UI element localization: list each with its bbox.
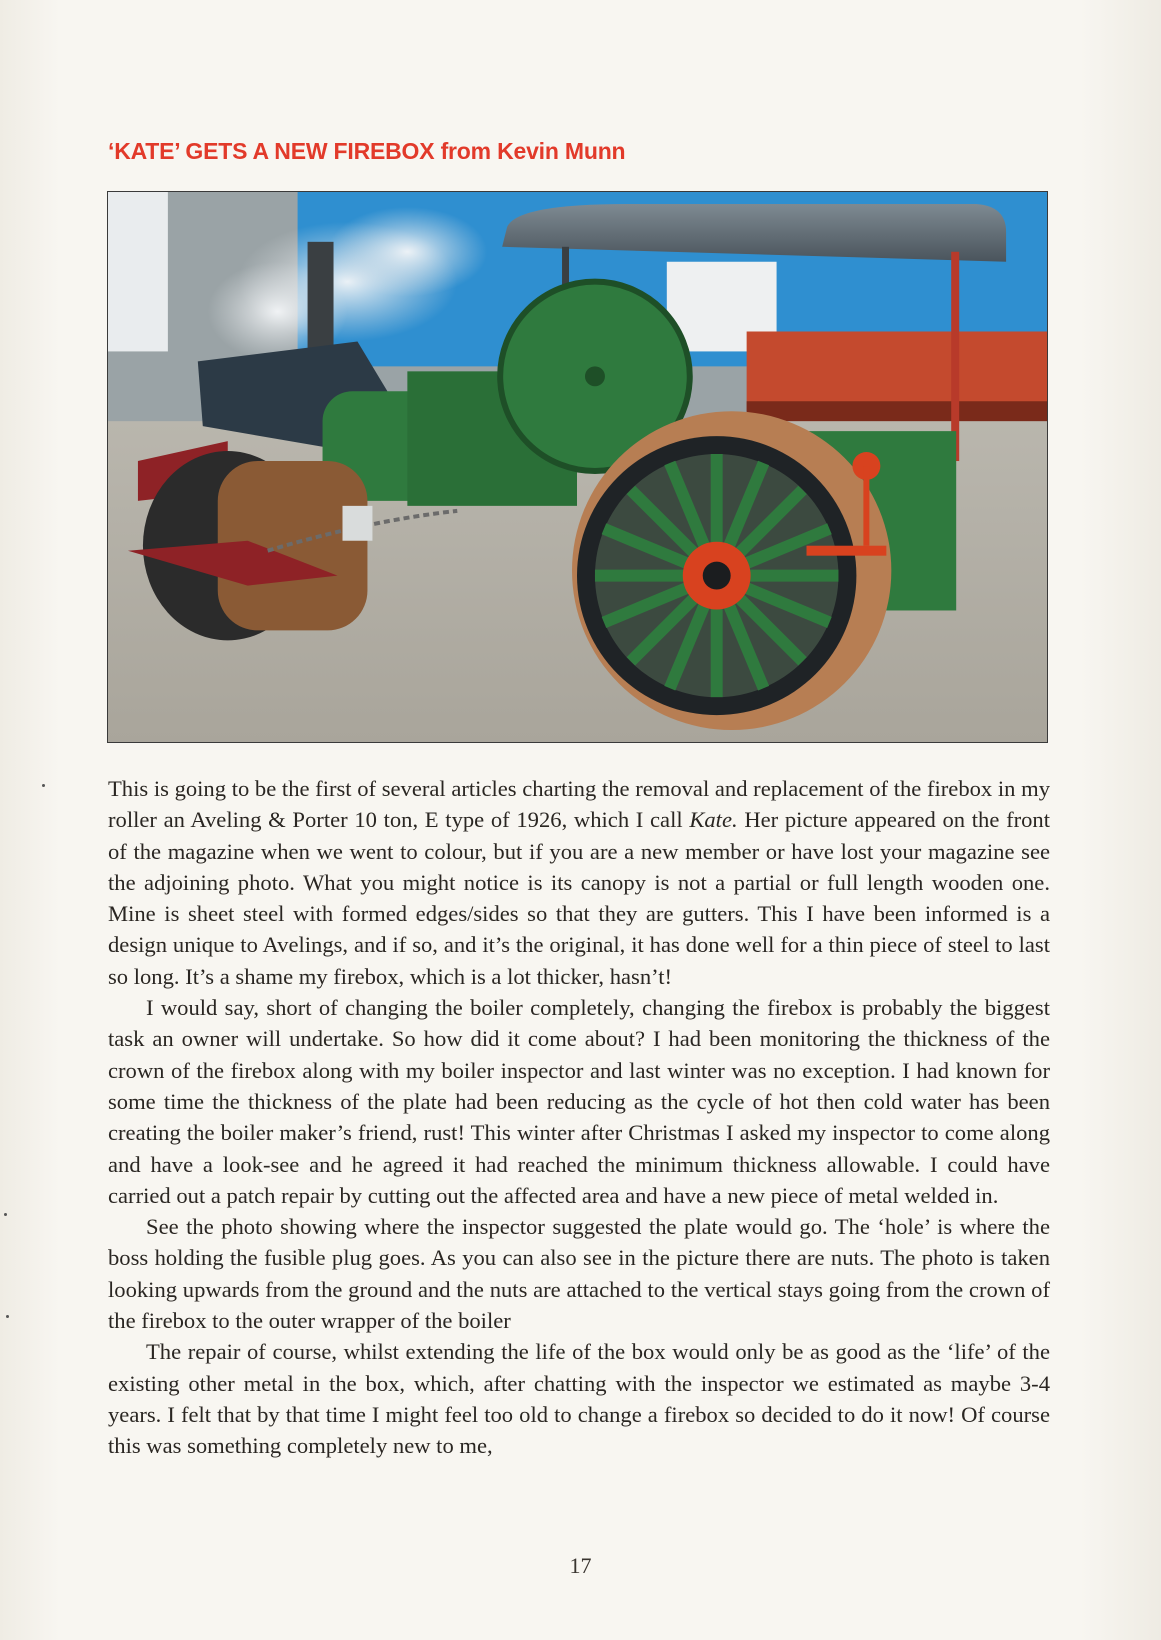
page-number: 17: [569, 1553, 592, 1578]
article-headline: ‘KATE’ GETS A NEW FIREBOX from Kevin Munn: [108, 138, 626, 164]
margin-speck: [4, 1213, 7, 1216]
paragraph-1-text-b: Her picture appeared on the front of the magazine when we went to colour, but if you are a new member or have lost your magazine see the adjoining photo. What you might notice is its canopy is not a partial or full length wooden one. Mine is sheet steel with formed edges/sides so that they are gutters. This I have been informed is a design unique to Avelings, and if so, and it’s the original, it has done well for a thin piece of steel to last so long. It’s a shame my firebox, which is a lot thicker, hasn’t!: [108, 807, 1050, 989]
paragraph-1-text-a: This is going to be the first of several articles charting the removal and replacement of the firebox in my roller an Aveling & Porter 10 ton, E type of 1926, which I call: [108, 776, 1050, 833]
article-paragraph-1: [108, 773, 1050, 992]
article-paragraph-3: See the photo showing where the inspector suggested the plate would go. The ‘hole’ is where the boss holding the fusible plug goes. As you can also see in the picture there are nuts. The photo is taken looking upwards from the ground and the nuts are attached to the vertical stays going from the crown of the firebox to the outer wrapper of the boiler: [108, 1214, 1050, 1334]
article-paragraph-4: The repair of course, whilst extending the life of the box would only be as good as the ‘life’ of the existing other metal in the box, which, after chatting with the inspector we estimated as maybe 3-4 years. I felt that by that time I might feel too old to change a firebox so decided to do it now! Of course this was something completely new to me,: [108, 1339, 1050, 1459]
margin-speck: [42, 784, 45, 787]
margin-speck: [6, 1315, 9, 1318]
article-paragraph-2: I would say, short of changing the boiler completely, changing the firebox is probably the biggest task an owner will undertake. So how did it come about? I had been monitoring the thickness of the crown of the firebox along with my boiler inspector and last winter was no exception. I had known for some time the thickness of the plate had been reducing as the cycle of hot then cold water has been creating the boiler maker’s friend, rust! This winter after Christmas I asked my inspector to come along and have a look-see and he agreed it had reached the minimum thickness allowable. I could have carried out a patch repair by cutting out the affected area and have a new piece of metal welded in.: [108, 995, 1050, 1208]
photo-illustration: [108, 192, 1047, 742]
steam-roller-photo: [107, 191, 1048, 743]
roller-name-kate: Kate.: [689, 807, 738, 833]
article-body: [108, 773, 1050, 1462]
